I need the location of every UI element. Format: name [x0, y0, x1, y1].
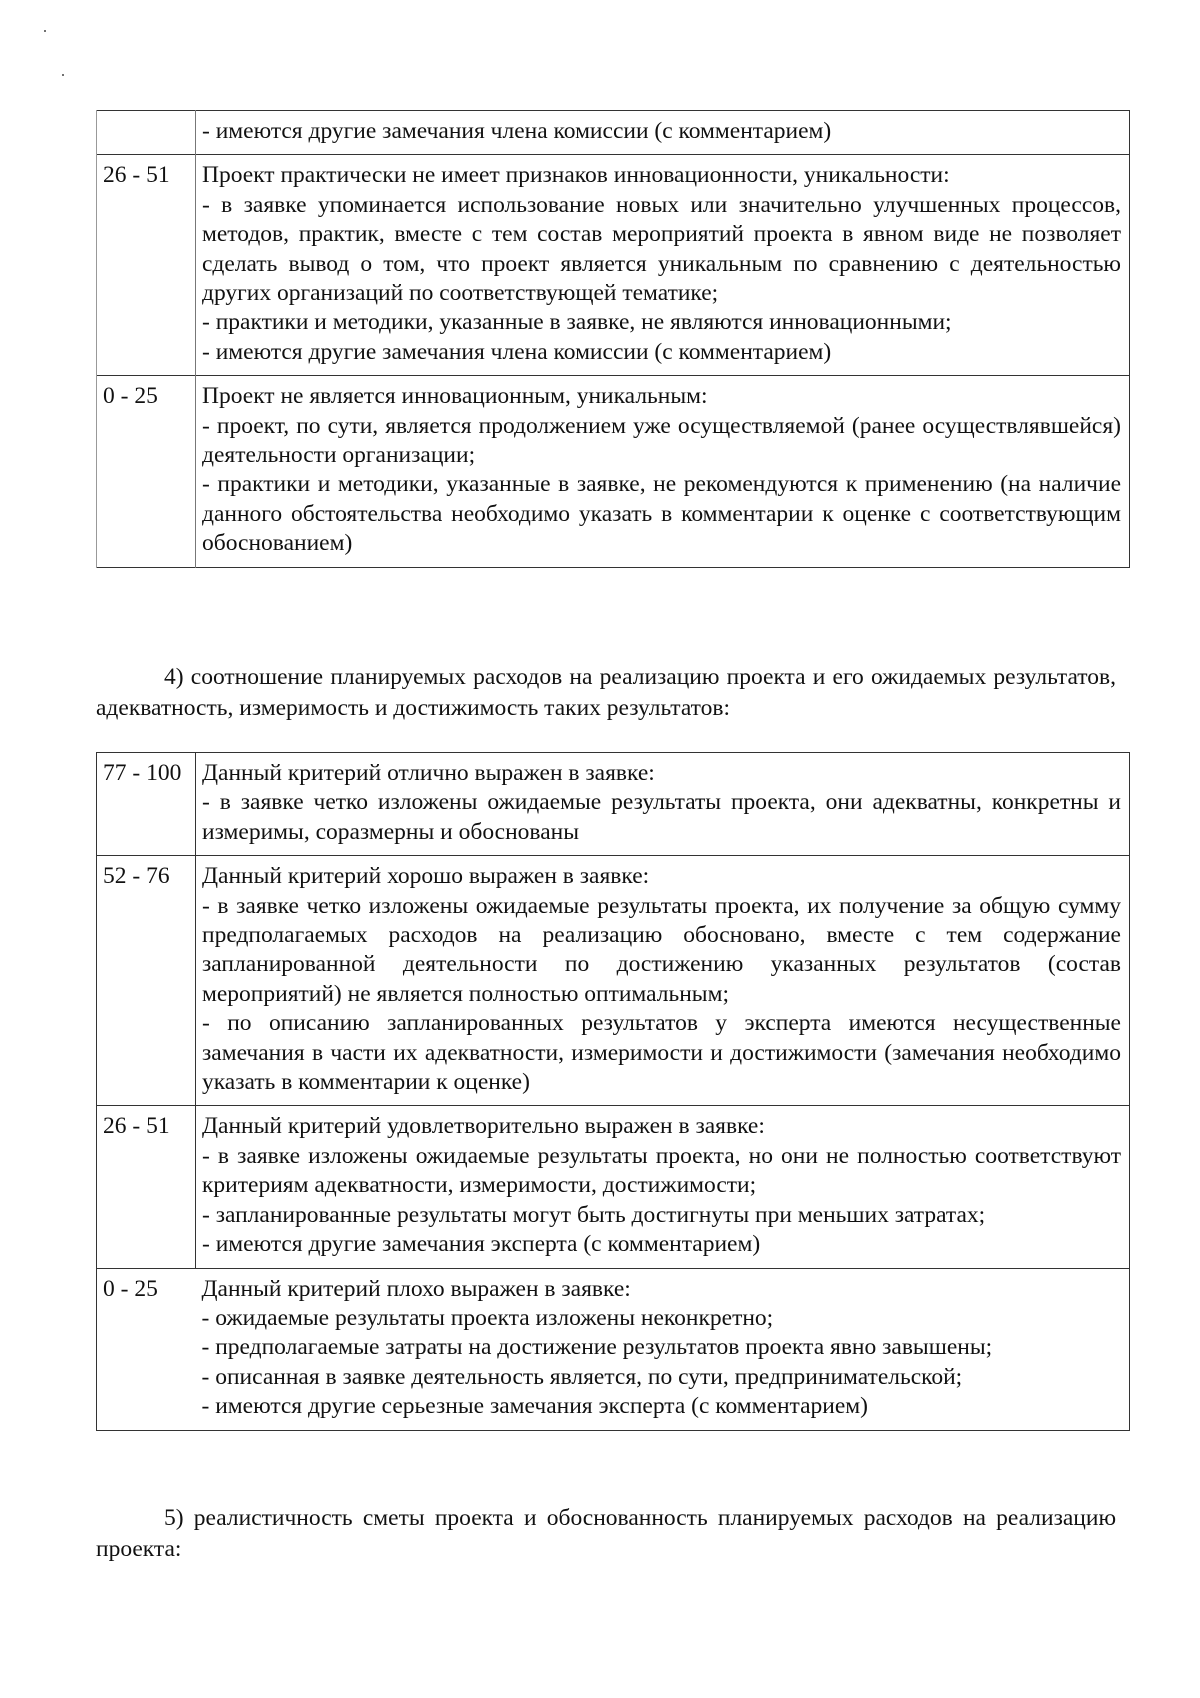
score-range-cell: 26 - 51 [97, 1106, 196, 1268]
criteria-heading: Данный критерий отлично выражен в заявке: [202, 760, 655, 786]
criteria-line: - имеются другие замечания члена комиссии (с комментарием) [202, 338, 832, 365]
criteria-table-innovation [96, 110, 1130, 568]
criteria-description-cell [196, 856, 1130, 1106]
criteria-description-cell [196, 1106, 1130, 1268]
criteria-line: - по описанию запланированных результатов у эксперта имеются несущественные замечания в части их адекватности, измеримости и достижимости (замечания необходимо указать в комментарии к оценке) [202, 1010, 1121, 1096]
scan-speck [44, 30, 46, 32]
criteria-line: - запланированные результаты могут быть достигнуты при меньших затратах; [202, 1201, 986, 1228]
criteria-description-cell [196, 376, 1130, 567]
criteria-heading: Проект не является инновационным, уникальным: [202, 383, 708, 410]
section-5-paragraph: 5) реалистичность сметы проекта и обоснованность планируемых расходов на реализацию проекта: [96, 1505, 1116, 1562]
table-row [97, 155, 1130, 376]
table-row [97, 856, 1130, 1106]
criteria-line: - ожидаемые результаты проекта изложены неконкретно; [201, 1304, 774, 1331]
criteria-line: - предполагаемые затраты на достижение результатов проекта явно завышены; [201, 1334, 993, 1361]
scan-speck [62, 74, 64, 76]
criteria-description-cell [196, 753, 1130, 856]
table-row [97, 1268, 1130, 1430]
criteria-heading: Проект практически не имеет признаков инновационности, уникальности: [202, 162, 950, 189]
criteria-line: - имеются другие замечания члена комиссии (с комментарием) [202, 118, 832, 144]
criteria-line: - в заявке упоминается использование новых или значительно улучшенных процессов, методов, практик, вместе с тем состав мероприятий проекта в явном виде не позволяет сделать вывод о том, что проект является уникальным по сравнению с деятельностью других организаций по соответствующей тематике; [202, 191, 1121, 307]
criteria-line: - в заявке четко изложены ожидаемые результаты проекта, их получение за общую сумму предполагаемых расходов на реализацию обосновано, вместе с тем содержание запланированной деятельности по достижению указанных результатов (состав мероприятий) не является полностью оптимальным; [202, 892, 1121, 1007]
table-row [97, 753, 1130, 856]
criteria-description-cell [196, 155, 1130, 376]
criteria-line: - проект, по сути, является продолжением уже осуществляемой (ранее осуществлявшейся) деятельности организации; [202, 412, 1121, 469]
score-range-cell [97, 111, 196, 155]
criteria-line: - описанная в заявке деятельность является, по сути, предпринимательской; [201, 1363, 963, 1390]
table-row [97, 111, 1130, 155]
score-range-cell: 52 - 76 [97, 856, 196, 1106]
criteria-line: - в заявке четко изложены ожидаемые результаты проекта, они адекватны, конкретны и измеримы, соразмерны и обоснованы [202, 789, 1121, 845]
criteria-description-cell [196, 111, 1130, 155]
score-range-cell: 77 - 100 [97, 753, 196, 856]
criteria-line: - практики и методики, указанные в заявке, не являются инновационными; [202, 309, 952, 336]
criteria-line: - в заявке изложены ожидаемые результаты проекта, но они не полностью соответствуют критериям адекватности, измеримости, достижимости; [202, 1142, 1121, 1199]
score-range-cell: 0 - 25 [97, 376, 196, 567]
table-row [97, 1106, 1130, 1268]
criteria-description-cell [196, 1268, 1130, 1430]
score-range-cell: 26 - 51 [97, 155, 196, 376]
table-row [97, 376, 1130, 567]
section-4-paragraph: 4) соотношение планируемых расходов на реализацию проекта и его ожидаемых результатов, адекватность, измеримость и достижимость таких результатов: [96, 664, 1116, 721]
criteria-heading: Данный критерий плохо выражен в заявке: [201, 1275, 631, 1302]
score-range-cell: 0 - 25 [97, 1268, 196, 1430]
criteria-heading: Данный критерий удовлетворительно выражен в заявке: [202, 1113, 765, 1140]
criteria-line: - имеются другие серьезные замечания эксперта (с комментарием) [201, 1393, 868, 1420]
criteria-line: - имеются другие замечания эксперта (с комментарием) [202, 1231, 761, 1258]
criteria-line: - практики и методики, указанные в заявке, не рекомендуются к применению (на наличие данного обстоятельства необходимо указать в комментарии к оценке с соответствующим обоснованием) [202, 471, 1121, 557]
criteria-heading: Данный критерий хорошо выражен в заявке: [202, 863, 650, 890]
criteria-table-results [96, 752, 1130, 1431]
